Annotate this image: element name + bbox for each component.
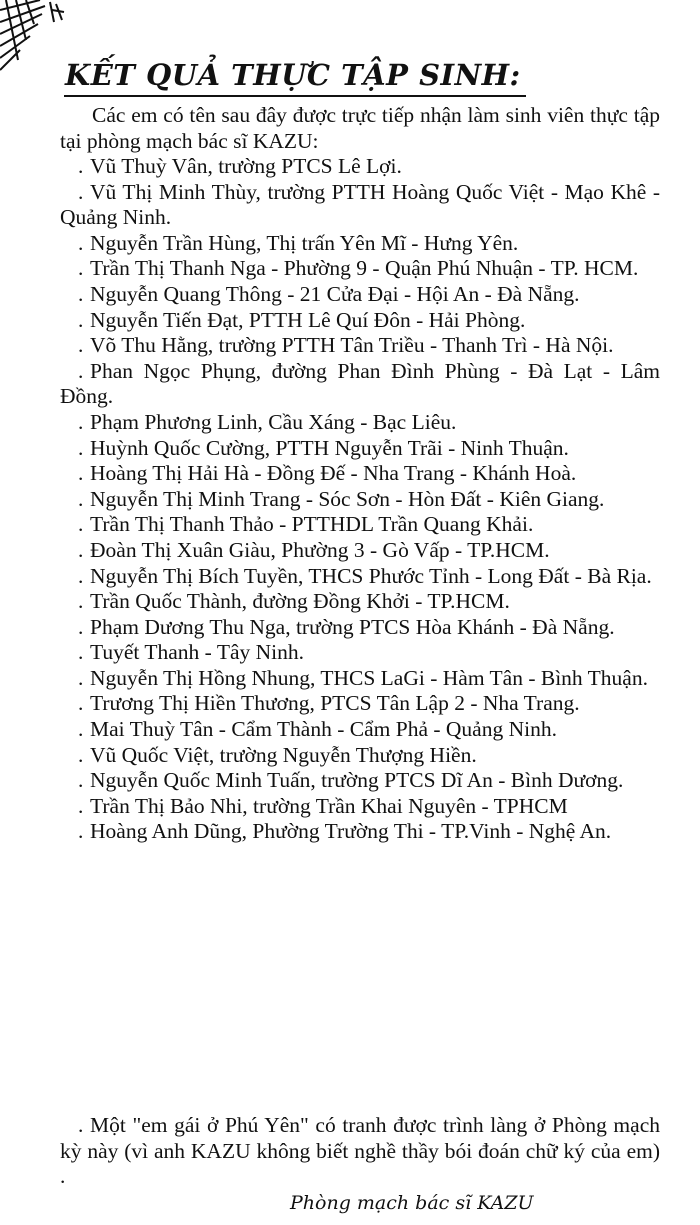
list-bullet: . <box>78 563 84 588</box>
student-entry: Huỳnh Quốc Cường, PTTH Nguyễn Trãi - Ninh Thuận. <box>90 435 569 460</box>
list-bullet: . <box>78 819 84 844</box>
student-entry: Phạm Dương Thu Nga, trường PTCS Hòa Khánh - Đà Nẵng. <box>90 614 615 639</box>
list-bullet: . <box>78 717 84 742</box>
list-bullet: . <box>78 307 84 332</box>
list-bullet: . <box>78 256 84 281</box>
student-entry: Trần Thị Bảo Nhi, trường Trần Khai Nguyên - TPHCM <box>90 793 568 818</box>
list-bullet: . <box>78 512 84 537</box>
list-bullet: . <box>78 691 84 716</box>
list-item <box>60 666 660 692</box>
student-entry: Nguyễn Thị Minh Trang - Sóc Sơn - Hòn Đất - Kiên Giang. <box>90 486 605 511</box>
list-bullet: . <box>78 793 84 818</box>
list-item <box>60 589 660 615</box>
list-bullet: . <box>78 614 84 639</box>
list-bullet: . <box>78 179 84 204</box>
student-entry: Vũ Thị Minh Thùy, trường PTTH Hoàng Quốc Việt - Mạo Khê - Quảng Ninh. <box>60 179 660 230</box>
student-entry: Trần Thị Thanh Nga - Phường 9 - Quận Phú Nhuận - TP. HCM. <box>90 256 639 281</box>
list-bullet: . <box>78 665 84 690</box>
student-entry: Nguyễn Quang Thông - 21 Cửa Đại - Hội An - Đà Nẵng. <box>90 281 580 306</box>
list-item <box>60 359 660 410</box>
list-item <box>60 743 660 769</box>
student-list <box>60 154 660 845</box>
student-entry: Đoàn Thị Xuân Giàu, Phường 3 - Gò Vấp - TP.HCM. <box>90 537 550 562</box>
list-bullet: . <box>78 281 84 306</box>
list-item <box>60 717 660 743</box>
list-item <box>60 410 660 436</box>
list-item <box>60 180 660 231</box>
student-entry: Vũ Thuỳ Vân, trường PTCS Lê Lợi. <box>90 154 402 178</box>
list-item <box>60 282 660 308</box>
list-item <box>60 308 660 334</box>
student-entry: Mai Thuỳ Tân - Cẩm Thành - Cẩm Phả - Quảng Ninh. <box>90 717 557 742</box>
student-entry: Phạm Phương Linh, Cầu Xáng - Bạc Liêu. <box>90 409 457 434</box>
list-bullet: . <box>78 486 84 511</box>
student-entry: Nguyễn Thị Bích Tuyền, THCS Phước Tỉnh - Long Đất - Bà Rịa. <box>90 563 652 588</box>
list-item <box>60 819 660 845</box>
list-item <box>60 794 660 820</box>
list-item <box>60 615 660 641</box>
list-bullet: . <box>78 589 84 614</box>
student-entry: Trương Thị Hiền Thương, PTCS Tân Lập 2 - Nha Trang. <box>90 691 580 716</box>
student-entry: Nguyễn Quốc Minh Tuấn, trường PTCS Dĩ An - Bình Dương. <box>90 768 624 793</box>
list-item <box>60 768 660 794</box>
closing-note <box>60 1113 660 1190</box>
page-title: KẾT QUẢ THỰC TẬP SINH: <box>65 58 521 92</box>
student-entry: Phan Ngọc Phụng, đường Phan Đình Phùng - Đà Lạt - Lâm Đồng. <box>60 358 660 409</box>
list-item <box>60 512 660 538</box>
closing-text: Một "em gái ở Phú Yên" có tranh được trình làng ở Phòng mạch kỳ này (vì anh KAZU không biết nghề thầy bói đoán chữ ký của em) . <box>60 1113 660 1189</box>
list-bullet: . <box>78 333 84 358</box>
list-bullet: . <box>78 358 84 383</box>
list-item <box>60 461 660 487</box>
list-item <box>60 564 660 590</box>
list-item <box>60 436 660 462</box>
list-bullet: . <box>78 154 84 178</box>
student-entry: Nguyễn Tiến Đạt, PTTH Lê Quí Đôn - Hải Phòng. <box>90 307 526 332</box>
list-bullet: . <box>78 1113 84 1137</box>
student-entry: Hoàng Anh Dũng, Phường Trường Thi - TP.Vinh - Nghệ An. <box>90 819 612 844</box>
list-item <box>60 538 660 564</box>
student-entry: Hoàng Thị Hải Hà - Đồng Đế - Nha Trang - Khánh Hoà. <box>90 461 577 486</box>
list-bullet: . <box>78 435 84 460</box>
title-underline <box>64 95 526 97</box>
list-bullet: . <box>78 537 84 562</box>
list-item <box>60 231 660 257</box>
student-entry: Trần Thị Thanh Thảo - PTTHDL Trần Quang Khải. <box>90 512 534 537</box>
student-entry: Trần Quốc Thành, đường Đồng Khởi - TP.HCM. <box>90 589 510 614</box>
student-entry: Nguyễn Thị Hồng Nhung, THCS LaGi - Hàm Tân - Bình Thuận. <box>90 665 648 690</box>
list-item <box>60 640 660 666</box>
student-entry: Võ Thu Hằng, trường PTTH Tân Triều - Thanh Trì - Hà Nội. <box>90 333 614 358</box>
list-item <box>60 487 660 513</box>
list-bullet: . <box>78 768 84 793</box>
signature: Phòng mạch bác sĩ KAZU <box>290 1192 534 1214</box>
student-entry: Vũ Quốc Việt, trường Nguyễn Thượng Hiền. <box>90 742 477 767</box>
list-bullet: . <box>78 461 84 486</box>
list-item <box>60 333 660 359</box>
list-bullet: . <box>78 742 84 767</box>
list-item <box>60 691 660 717</box>
list-item <box>60 256 660 282</box>
list-bullet: . <box>78 409 84 434</box>
intro-paragraph: Các em có tên sau đây được trực tiếp nhận làm sinh viên thực tập tại phòng mạch bác sĩ KAZU: <box>60 103 660 153</box>
student-entry: Nguyễn Trần Hùng, Thị trấn Yên Mĩ - Hưng Yên. <box>90 230 519 255</box>
list-bullet: . <box>78 230 84 255</box>
student-entry: Tuyết Thanh - Tây Ninh. <box>90 640 305 665</box>
list-bullet: . <box>78 640 84 665</box>
list-item <box>60 154 660 180</box>
